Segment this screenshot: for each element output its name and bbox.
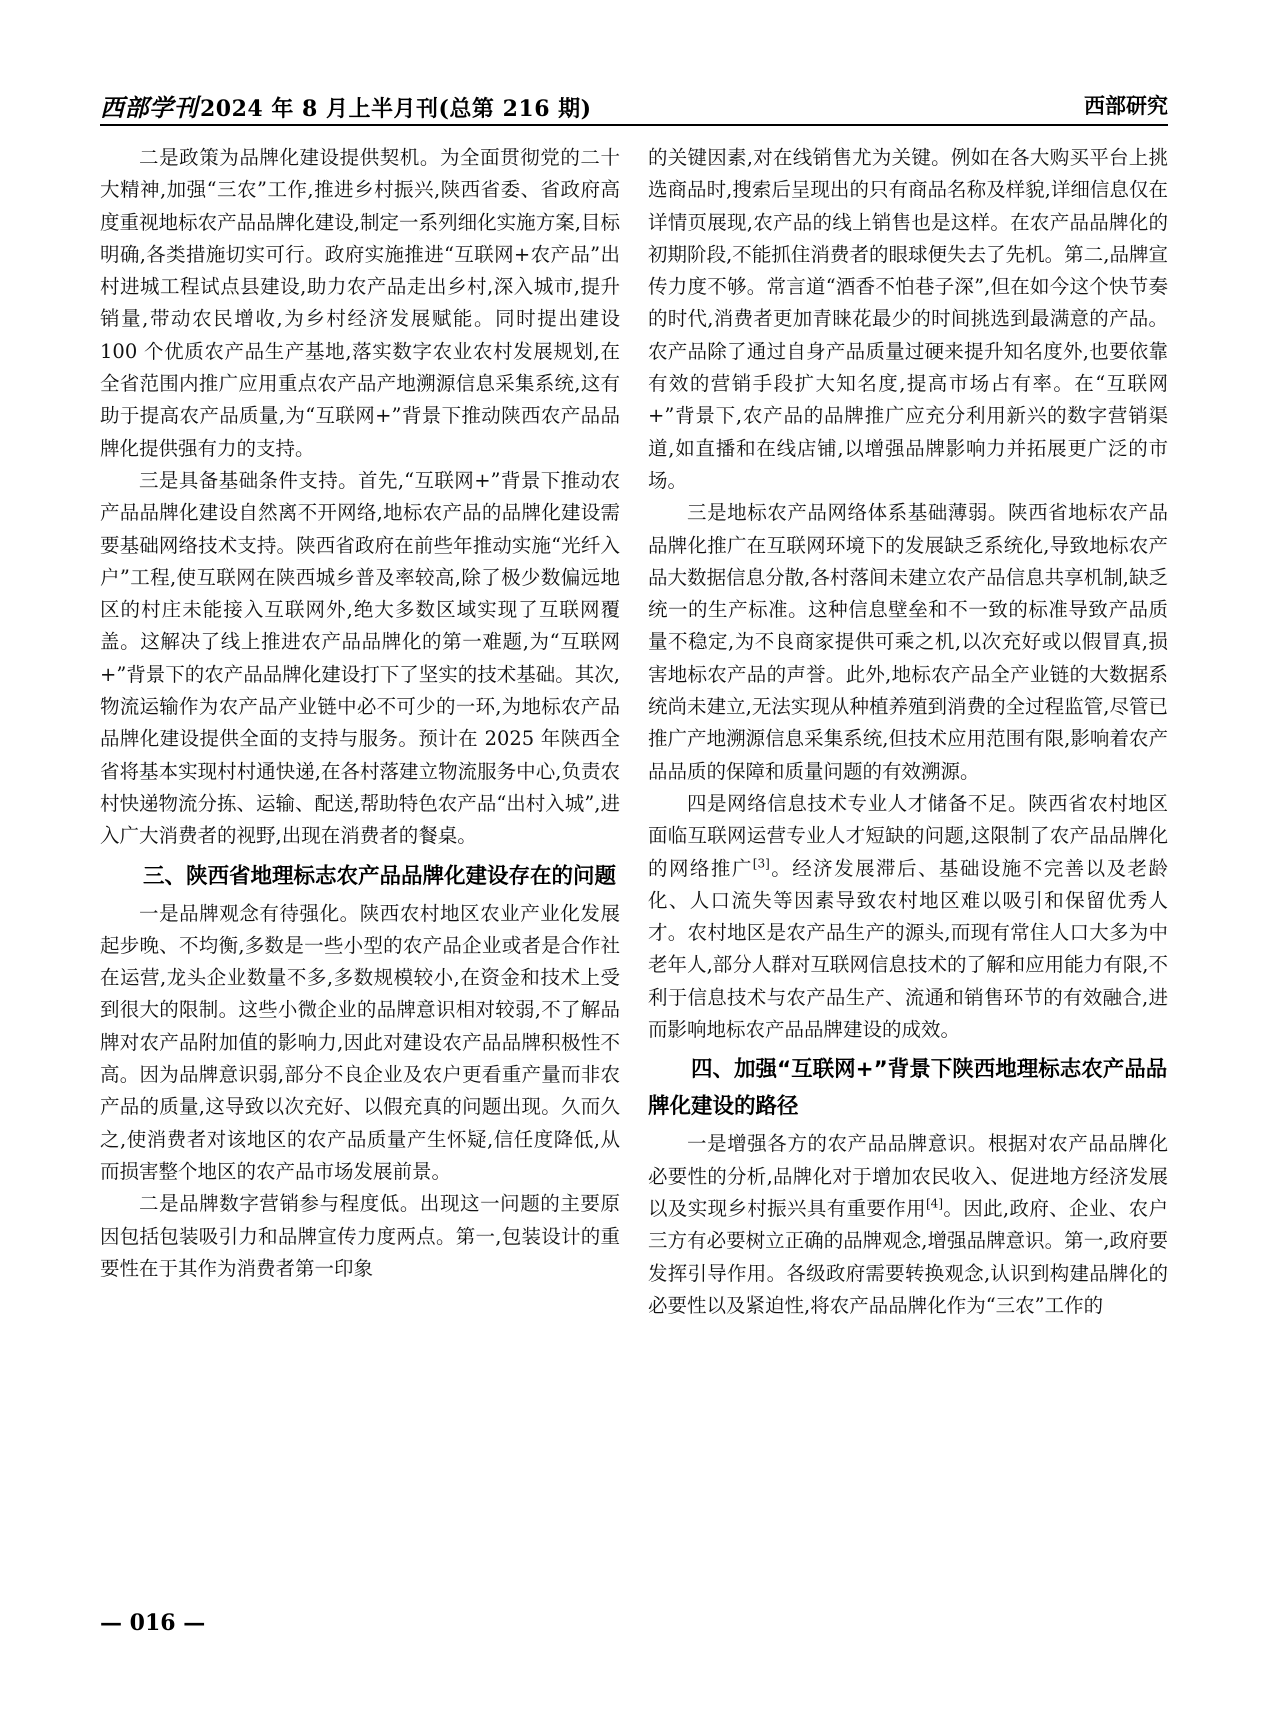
issue-info: 2024 年 8 月上半月刊(总第 216 期) (200, 96, 592, 122)
citation-ref: [4] (926, 1196, 943, 1211)
citation-ref: [3] (752, 856, 770, 871)
right-column (648, 142, 1168, 1592)
journal-logo: 西部学刊 (100, 93, 198, 122)
paragraph-text: 一是增强各方的农产品品牌意识。根据对农产品品牌化必要性的分析,品牌化对于增加农民收入、促进地方经济发展以及实现乡村振兴具有重要作用 (648, 1132, 1168, 1220)
left-column (100, 142, 620, 1592)
paragraph: 一是品牌观念有待强化。陕西农村地区农业产业化发展起步晚、不均衡,多数是一些小型的农产品企业或者是合作社在运营,龙头企业数量不多,多数规模较小,在资金和技术上受到很大的限制。这些小微企业的品牌意识相对较弱,不了解品牌对农产品附加值的影响力,因此对建设农产品品牌积极性不高。因为品牌意识弱,部分不良企业及农户更看重产量而非农产品的质量,这导致以次充好、以假充真的问题出现。久而久之,使消费者对该地区的农产品质量产生怀疑,信任度降低,从而损害整个地区的农产品市场发展前景。 (100, 901, 620, 1183)
paragraph (648, 1128, 1168, 1322)
paragraph: 三是地标农产品网络体系基础薄弱。陕西省地标农产品品牌化推广在互联网环境下的发展缺乏系统化,导致地标农产品大数据信息分散,各村落间未建立农产品信息共享机制,缺乏统一的生产标准。这种信息壁垒和不一致的标准导致产品质量不稳定,为不良商家提供可乘之机,以次充好或以假冒真,损害地标农产品的声誉。此外,地标农产品全产业链的大数据系统尚未建立,无法实现从种植养殖到消费的全过程监管,尽管已推广产地溯源信息采集系统,但技术应用范围有限,影响着农产品品质的保障和质量问题的有效溯源。 (648, 501, 1168, 783)
journal-title (100, 88, 592, 123)
paragraph-text: 。经济发展滞后、基础设施不完善以及老龄化、人口流失等因素导致农村地区难以吸引和保留优秀人才。农村地区是农产品生产的源头,而现有常住人口大多为中老年人,部分人群对互联网信息技术的了解和应用能力有限,不利于信息技术与农产品生产、流通和销售环节的有效融合,进而影响地标农产品品牌建设的成效。 (648, 856, 1168, 1042)
section-heading: 三、陕西省地理标志农产品品牌化建设存在的问题 (143, 863, 617, 889)
paragraph-text: 四是网络信息技术专业人才储备不足。陕西省农村地区面临互联网运营专业人才短缺的问题,这限制了农产品品牌化的网络推广 (648, 791, 1168, 880)
page-number: — 016 — (100, 1610, 206, 1636)
section-heading: 四、加强“互联网+”背景下陕西地理标志农产品品牌化建设的路径 (648, 1057, 1168, 1120)
section-label: 西部研究 (1084, 94, 1168, 118)
paragraph-text: 。因此,政府、企业、农户三方有必要树立正确的品牌观念,增强品牌意识。第一,政府要发挥引导作用。各级政府需要转换观念,认识到构建品牌化的必要性以及紧迫性,将农产品品牌化作为“三农”工作的 (648, 1196, 1168, 1317)
paragraph (648, 788, 1168, 1046)
paragraph: 二是政策为品牌化建设提供契机。为全面贯彻党的二十大精神,加强“三农”工作,推进乡村振兴,陕西省委、省政府高度重视地标农产品品牌化建设,制定一系列细化实施方案,目标明确,各类措施切实可行。政府实施推进“互联网+农产品”出村进城工程试点县建设,助力农产品走出乡村,深入城市,提升销量,带动农民增收,为乡村经济发展赋能。同时提出建设 100 个优质农产品生产基地,落实数字农业农村发展规划,在全省范围内推广应用重点农产品产地溯源信息采集系统,这有助于提高农产品质量,为“互联网+”背景下推动陕西农产品品牌化提供强有力的支持。 (100, 146, 620, 460)
page-header (100, 88, 1168, 126)
paragraph: 三是具备基础条件支持。首先,“互联网+”背景下推动农产品品牌化建设自然离不开网络,地标农产品的品牌化建设需要基础网络技术支持。陕西省政府在前些年推动实施“光纤入户”工程,使互联网在陕西城乡普及率较高,除了极少数偏远地区的村庄未能接入互联网外,绝大多数区域实现了互联网覆盖。这解决了线上推进农产品品牌化的第一难题,为“互联网+”背景下的农产品品牌化建设打下了坚实的技术基础。其次,物流运输作为农产品产业链中必不可少的一环,为地标农产品品牌化建设提供全面的支持与服务。预计在 2025 年陕西全省将基本实现村村通快递,在各村落建立物流服务中心,负责农村快递物流分拣、运输、配送,帮助特色农产品“出村入城”,进入广大消费者的视野,出现在消费者的餐桌。 (100, 468, 620, 848)
paragraph: 二是品牌数字营销参与程度低。出现这一问题的主要原因包括包装吸引力和品牌宣传力度两点。第一,包装设计的重要性在于其作为消费者第一印象 (100, 1192, 620, 1280)
paragraph: 的关键因素,对在线销售尤为关键。例如在各大购买平台上挑选商品时,搜索后呈现出的只有商品名称及样貌,详细信息仅在详情页展现,农产品的线上销售也是这样。在农产品品牌化的初期阶段,不能抓住消费者的眼球便失去了先机。第二,品牌宣传力度不够。常言道“酒香不怕巷子深”,但在如今这个快节奏的时代,消费者更加青睐花最少的时间挑选到最满意的产品。农产品除了通过自身产品质量过硬来提升知名度外,也要依靠有效的营销手段扩大知名度,提高市场占有率。在“互联网+”背景下,农产品的品牌推广应充分利用新兴的数字营销渠道,如直播和在线店铺,以增强品牌影响力并拓展更广泛的市场。 (648, 146, 1168, 492)
